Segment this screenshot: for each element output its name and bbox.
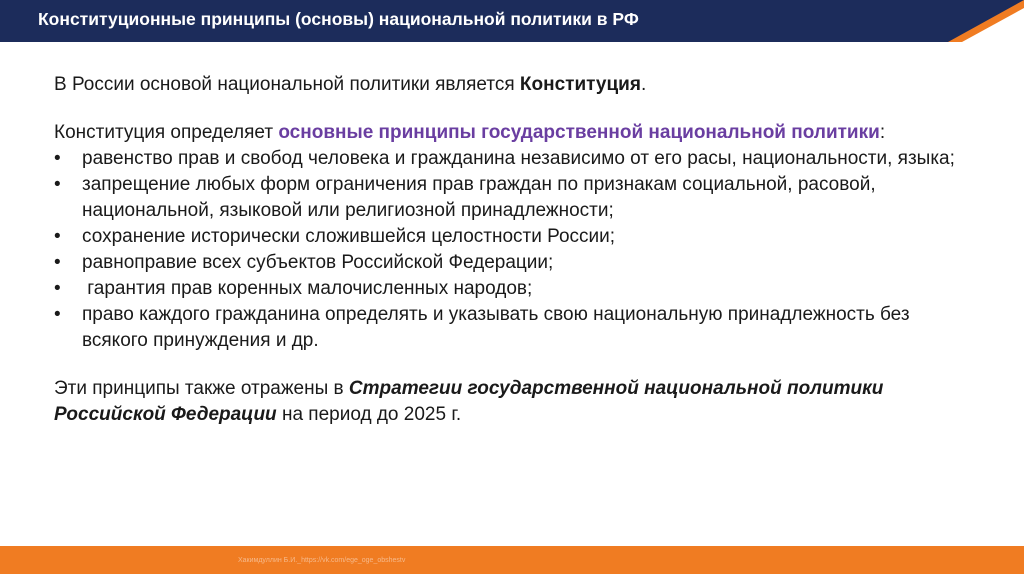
bullet-icon: • xyxy=(54,252,61,273)
bullet-icon: • xyxy=(54,226,61,247)
list-item-text: сохранение исторически сложившейся целостности России; xyxy=(82,226,616,247)
list-item-text: право каждого гражданина определять и указывать свою национальную принадлежность без всякого принуждения и др. xyxy=(82,304,910,351)
conclusion-paragraph xyxy=(54,376,964,428)
list-item xyxy=(54,302,964,354)
list-item-text: равенство прав и свобод человека и гражданина независимо от его расы, национальности, языка; xyxy=(82,148,955,169)
list-item xyxy=(54,224,964,250)
list-item-text: гарантия прав коренных малочисленных народов; xyxy=(82,278,533,299)
list-item-text: равноправие всех субъектов Российской Федерации; xyxy=(82,252,554,273)
bullet-icon: • xyxy=(54,304,61,325)
intro-text: В России основой национальной политики является xyxy=(54,74,520,95)
intro-end: . xyxy=(640,74,647,95)
bullet-icon: • xyxy=(54,148,61,169)
conclusion-bold-italic: Стратегии государственной национальной политики Российской Федерации xyxy=(54,378,884,425)
list-item xyxy=(54,146,964,172)
footer-credit: Хакимдуллин Б.И._https://vk.com/ege_oge_obshestv xyxy=(238,557,406,564)
conclusion-end: на период до 2025 г. xyxy=(276,404,462,425)
lead-text: Конституция определяет xyxy=(54,122,279,143)
list-item xyxy=(54,250,964,276)
principles-lead xyxy=(54,120,964,146)
footer-bar xyxy=(0,546,1024,574)
principles-list xyxy=(54,146,964,354)
list-item-text: запрещение любых форм ограничения прав граждан по признакам социальной, расовой, национальной, языковой или религиозной принадлежности; xyxy=(82,174,876,221)
intro-bold: Конституция xyxy=(519,74,641,95)
bullet-icon: • xyxy=(54,278,61,299)
intro-paragraph xyxy=(54,72,964,98)
lead-end: : xyxy=(879,122,886,143)
lead-accent: основные принципы государственной национальной политики xyxy=(278,122,880,143)
list-item xyxy=(54,276,964,302)
conclusion-text: Эти принципы также отражены в xyxy=(54,378,349,399)
slide-body xyxy=(54,72,964,428)
list-item xyxy=(54,172,964,224)
header-bar xyxy=(0,0,1024,42)
slide-title: Конституционные принципы (основы) национальной политики в РФ xyxy=(38,9,639,29)
bullet-icon: • xyxy=(54,174,61,195)
